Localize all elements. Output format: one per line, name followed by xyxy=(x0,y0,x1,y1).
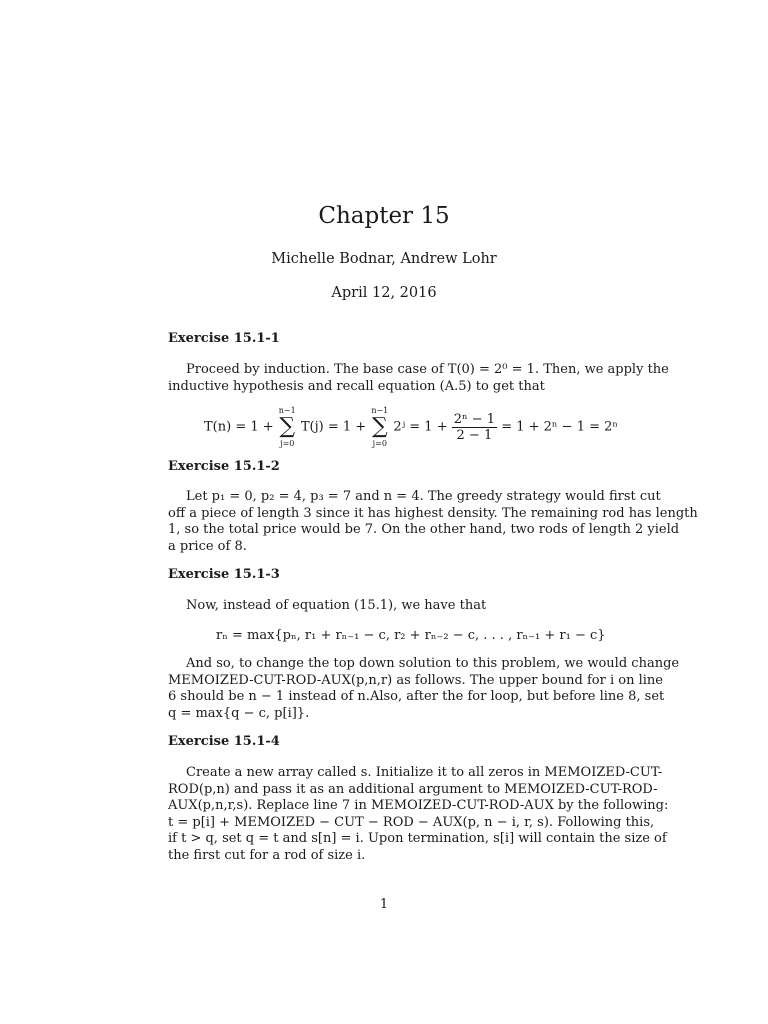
text-line: 6 should be n − 1 instead of n.Also, after the for loop, but before line 8, set xyxy=(168,689,665,704)
text-line: ROD(p,n) and pass it as an additional argument to MEMOIZED-CUT-ROD- xyxy=(168,781,658,797)
exercise-heading: Exercise 15.1-3 xyxy=(168,567,280,582)
fraction xyxy=(452,412,497,443)
text-line: AUX(p,n,r,s). Replace line 7 in MEMOIZED-CUT-ROD-AUX by the following: xyxy=(168,798,669,813)
text-line: MEMOIZED-CUT-ROD-AUX(p,n,r) as follows. The upper bound for i on line xyxy=(168,672,663,688)
text-line: Now, instead of equation (15.1), we have that xyxy=(186,598,487,613)
equation-15-1-3: rₙ = max{pₙ, r₁ + rₙ₋₁ − c, r₂ + rₙ₋₂ − c, . . . , rₙ₋₁ + r₁ − c} xyxy=(216,628,606,643)
authors: Michelle Bodnar, Andrew Lohr xyxy=(271,251,497,267)
sum-lower-limit: j=0 xyxy=(280,439,295,448)
text-line: if t > q, set q = t and s[n] = i. Upon termination, s[i] will contain the size of xyxy=(168,831,667,846)
exercise-heading: Exercise 15.1-2 xyxy=(168,459,280,474)
exercise-paragraph xyxy=(168,765,669,864)
fraction-numerator: 2ⁿ − 1 xyxy=(453,411,496,427)
text-line: Create a new array called s. Initialize it to all zeros in MEMOIZED-CUT- xyxy=(186,765,663,780)
exercise-heading: Exercise 15.1-1 xyxy=(168,331,280,346)
text-line: off a piece of length 3 since it has highest density. The remaining rod has length xyxy=(168,505,698,521)
exercise-paragraph xyxy=(168,656,680,722)
equation-15-1-1 xyxy=(204,405,618,449)
fraction-denominator: 2 − 1 xyxy=(456,427,493,443)
equation-term: T(j) = 1 + xyxy=(300,419,367,435)
text-line: t = p[i] + MEMOIZED − CUT − ROD − AUX(p, n − i, r, s). Following this, xyxy=(168,814,655,830)
sum-lower-limit: j=0 xyxy=(372,439,387,448)
sum-upper-limit: n−1 xyxy=(371,406,389,415)
exercise-paragraph xyxy=(168,489,698,555)
exercise-paragraph xyxy=(168,598,600,615)
text-line: Proceed by induction. The base case of T(0) = 2⁰ = 1. Then, we apply the xyxy=(186,362,669,377)
date: April 12, 2016 xyxy=(331,285,437,301)
equation-rhs: = 1 + 2ⁿ − 1 = 2ⁿ xyxy=(501,419,619,435)
text-line: q = max{q − c, p[i]}. xyxy=(168,705,310,721)
page-number: 1 xyxy=(379,897,389,912)
text-line: inductive hypothesis and recall equation (A.5) to get that xyxy=(168,378,545,394)
exercise-paragraph xyxy=(168,362,669,395)
sum-upper-limit: n−1 xyxy=(278,406,296,415)
text-line: the first cut for a rod of size i. xyxy=(168,847,366,863)
text-line: And so, to change the top down solution to this problem, we would change xyxy=(186,656,680,671)
text-line: a price of 8. xyxy=(168,538,247,554)
summation-symbol: n−1 ∑ j=0 xyxy=(278,406,296,448)
chapter-title: Chapter 15 xyxy=(318,203,450,229)
exercise-heading: Exercise 15.1-4 xyxy=(168,734,280,749)
summation-symbol: n−1 ∑ j=0 xyxy=(371,406,389,448)
text-line: Let p₁ = 0, p₂ = 4, p₃ = 7 and n = 4. The greedy strategy would first cut xyxy=(186,489,661,504)
text-line: 1, so the total price would be 7. On the other hand, two rods of length 2 yield xyxy=(168,522,680,537)
equation-lhs: T(n) = 1 + xyxy=(204,419,274,435)
equation-term: 2ʲ = 1 + xyxy=(393,419,448,435)
